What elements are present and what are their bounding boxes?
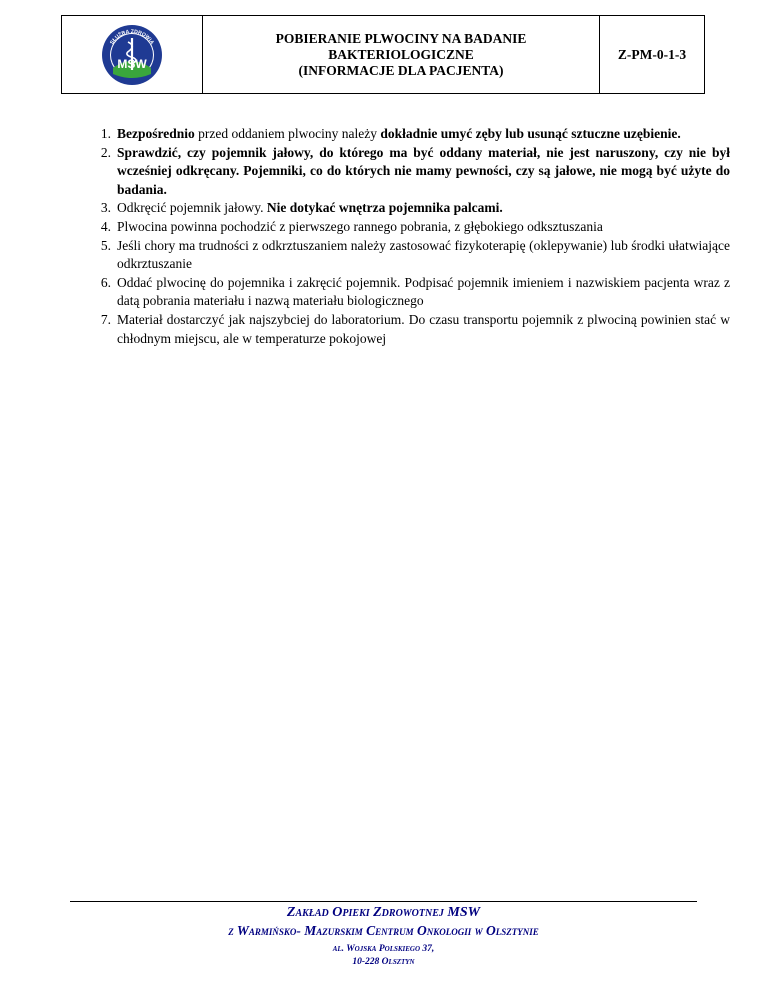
instruction-text-bold: Sprawdzić, czy pojemnik jałowy, do którego ma być oddany materiał, nie jest naruszony, czy nie był wcześniej odkręcany. Pojemniki, co do których nie mamy pewności, czy są jałowe, nie mogą być użyte do badania. xyxy=(117,144,730,197)
instruction-item xyxy=(100,274,730,311)
instruction-number: 7. xyxy=(100,311,111,327)
instruction-text: przed oddaniem plwociny należy xyxy=(194,126,381,141)
document-code: Z-PM-0-1-3 xyxy=(617,46,687,62)
title-cell xyxy=(203,16,600,94)
footer-city: 10-228 Olsztyn xyxy=(352,957,415,967)
document-title-line-1: POBIERANIE PLWOCINY NA BADANIE xyxy=(275,30,527,46)
instruction-number: 1. xyxy=(100,126,111,141)
instruction-number: 3. xyxy=(100,200,111,216)
footer-divider xyxy=(70,901,697,902)
instruction-item xyxy=(100,125,730,144)
instruction-text: Plwocina powinna pochodzić z pierwszego rannego pobrania, z głębokiego odksztuszania xyxy=(117,218,603,234)
instruction-text-bold: Bezpośrednio xyxy=(117,126,195,141)
instruction-list xyxy=(83,125,730,348)
instruction-number: 2. xyxy=(100,144,111,160)
instruction-number: 5. xyxy=(100,237,111,253)
instruction-text: Jeśli chory ma trudności z odkrztuszaniem należy zastosować fizykoterapię (oklepywanie) lub środki ułatwiające odkrztuszanie xyxy=(117,237,730,272)
instruction-text-bold: Nie dotykać wnętrza pojemnika palcami. xyxy=(266,200,503,216)
msw-logo-icon xyxy=(101,24,163,86)
instruction-item xyxy=(100,311,730,348)
logo-cell xyxy=(62,16,203,94)
footer-address: al. Wojska Polskiego 37, xyxy=(332,944,435,954)
document-title-line-2: BAKTERIOLOGICZNE xyxy=(328,46,474,62)
code-cell xyxy=(600,16,705,94)
instruction-number: 4. xyxy=(100,218,111,234)
instruction-text: Materiał dostarczyć jak najszybciej do laboratorium. Do czasu transportu pojemnik z plwociną powinien stać w chłodnym miejscu, ale w temperaturze pokojowej xyxy=(117,311,730,346)
instruction-text-bold: dokładnie umyć zęby lub usunąć sztuczne uzębienie. xyxy=(380,126,681,141)
instruction-text: Oddać plwocinę do pojemnika i zakręcić pojemnik. Podpisać pojemnik imieniem i nazwiskiem pacjenta wraz z datą pobrania materiału i nazwą materiału biologicznego xyxy=(117,274,730,309)
instruction-text: Odkręcić pojemnik jałowy. xyxy=(117,200,267,216)
document-title-line-3: (INFORMACJE DLA PACJENTA) xyxy=(298,62,504,78)
footer-institution: Zakład Opieki Zdrowotnej MSW xyxy=(286,905,481,920)
footer xyxy=(70,903,697,969)
footer-center: z Warmińsko- Mazurskim Centrum Onkologii w Olsztynie xyxy=(228,923,539,938)
instruction-item xyxy=(100,144,730,200)
instruction-number: 6. xyxy=(100,274,111,290)
logo-text: MSW xyxy=(117,56,147,71)
instruction-item xyxy=(100,237,730,274)
logo-ring-text: SŁUŻBA ZDROWIA xyxy=(109,28,155,46)
document-header xyxy=(61,15,705,94)
instruction-item xyxy=(100,218,730,237)
instruction-item xyxy=(100,199,730,218)
